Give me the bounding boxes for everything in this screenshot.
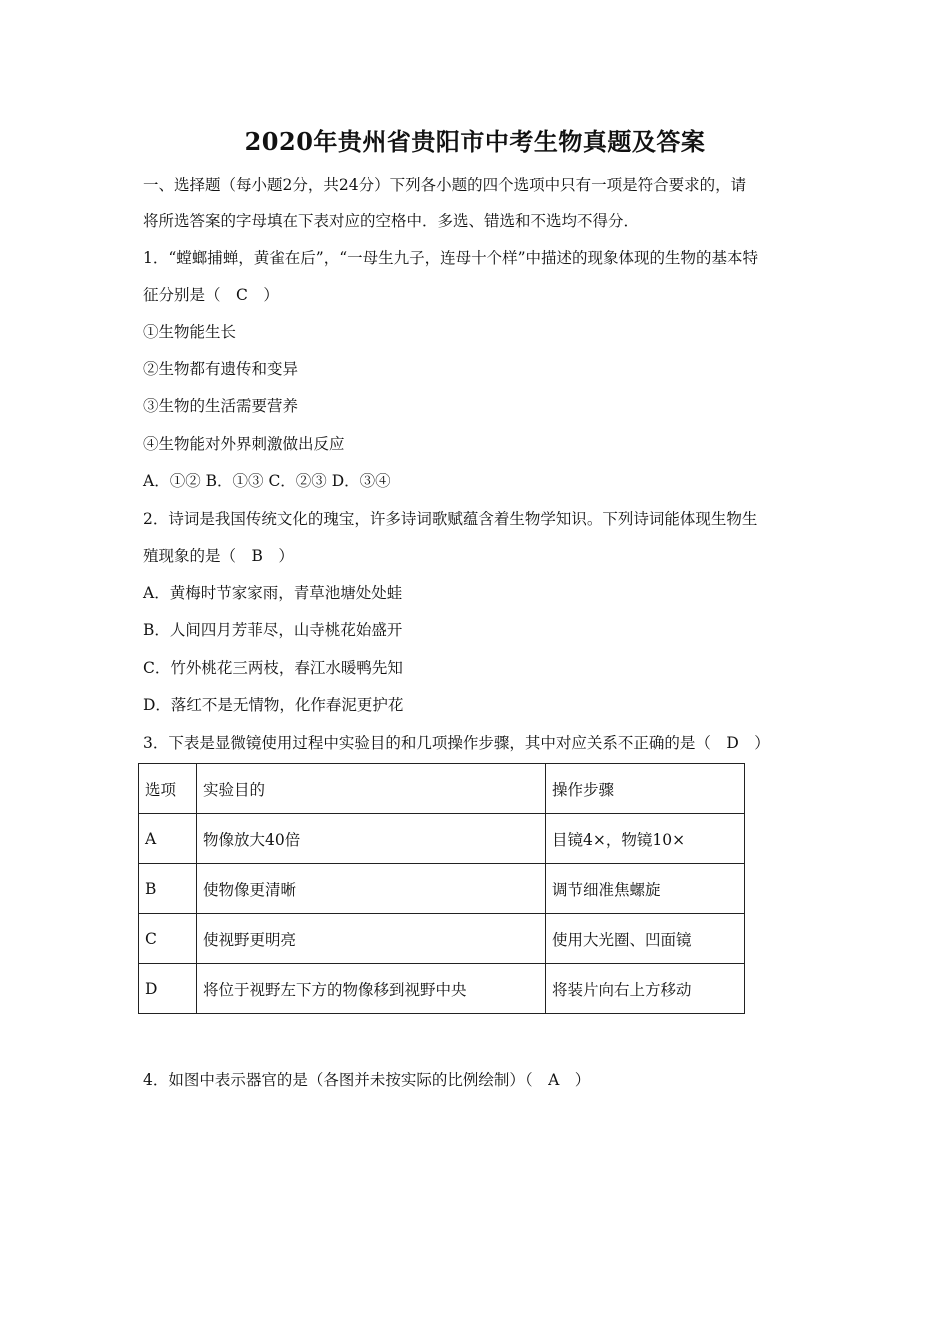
table-cell: 使物像更清晰	[197, 864, 546, 914]
table-row	[139, 814, 745, 864]
q1-statement-2: ②生物都有遗传和变异	[143, 360, 299, 378]
section-intro-line-1: 一、选择题（每小题2分，共24分）下列各小题的四个选项中只有一项是符合要求的，请	[143, 176, 747, 194]
q2-option-c: C．竹外桃花三两枝，春江水暖鸭先知	[143, 659, 403, 677]
table-cell: D	[139, 964, 197, 1014]
table-cell: B	[139, 864, 197, 914]
q1-statement-1: ①生物能生长	[143, 323, 237, 341]
page-title: 2020年贵州省贵阳市中考生物真题及答案	[244, 127, 706, 156]
table-cell: A	[139, 814, 197, 864]
table-row	[139, 914, 745, 964]
table-row	[139, 964, 745, 1014]
q2-option-d: D．落红不是无情物，化作春泥更护花	[143, 696, 404, 714]
table-cell: 物像放大40倍	[197, 814, 546, 864]
section-intro-line-2: 将所选答案的字母填在下表对应的空格中．多选、错选和不选均不得分．	[143, 212, 640, 230]
table-header-cell: 操作步骤	[546, 764, 745, 814]
table-cell: 调节细准焦螺旋	[546, 864, 745, 914]
table-cell: C	[139, 914, 197, 964]
q4-stem: 4．如图中表示器官的是（各图并未按实际的比例绘制）（ A ）	[143, 1071, 591, 1089]
table-row	[139, 864, 745, 914]
table-header-cell: 选项	[139, 764, 197, 814]
q2-stem-line-2: 殖现象的是（ B ）	[143, 547, 294, 565]
table-cell: 使视野更明亮	[197, 914, 546, 964]
q3-stem: 3．下表是显微镜使用过程中实验目的和几项操作步骤，其中对应关系不正确的是（ D ）	[143, 734, 770, 752]
table-header-row	[139, 764, 745, 814]
q2-stem-line-1: 2．诗词是我国传统文化的瑰宝，许多诗词歌赋蕴含着生物学知识。下列诗词能体现生物生	[143, 510, 758, 528]
table-cell: 使用大光圈、凹面镜	[546, 914, 745, 964]
q1-statement-4: ④生物能对外界刺激做出反应	[143, 435, 345, 453]
q2-option-a: A．黄梅时节家家雨，青草池塘处处蛙	[143, 584, 403, 602]
table-header-cell: 实验目的	[197, 764, 546, 814]
table-cell: 目镜4×，物镜10×	[546, 814, 745, 864]
table-cell: 将位于视野左下方的物像移到视野中央	[197, 964, 546, 1014]
q1-statement-3: ③生物的生活需要营养	[143, 397, 299, 415]
table-cell: 将装片向右上方移动	[546, 964, 745, 1014]
q1-options: A．①② B．①③ C．②③ D．③④	[143, 472, 391, 490]
q1-stem-line-1: 1．“螳螂捕蝉，黄雀在后”，“一母生九子，连母十个样”中描述的现象体现的生物的基本特	[143, 249, 759, 267]
microscope-table	[138, 763, 745, 1014]
q1-stem-line-2: 征分别是（ C ）	[143, 286, 279, 304]
q2-option-b: B．人间四月芳菲尽，山寺桃花始盛开	[143, 621, 403, 639]
